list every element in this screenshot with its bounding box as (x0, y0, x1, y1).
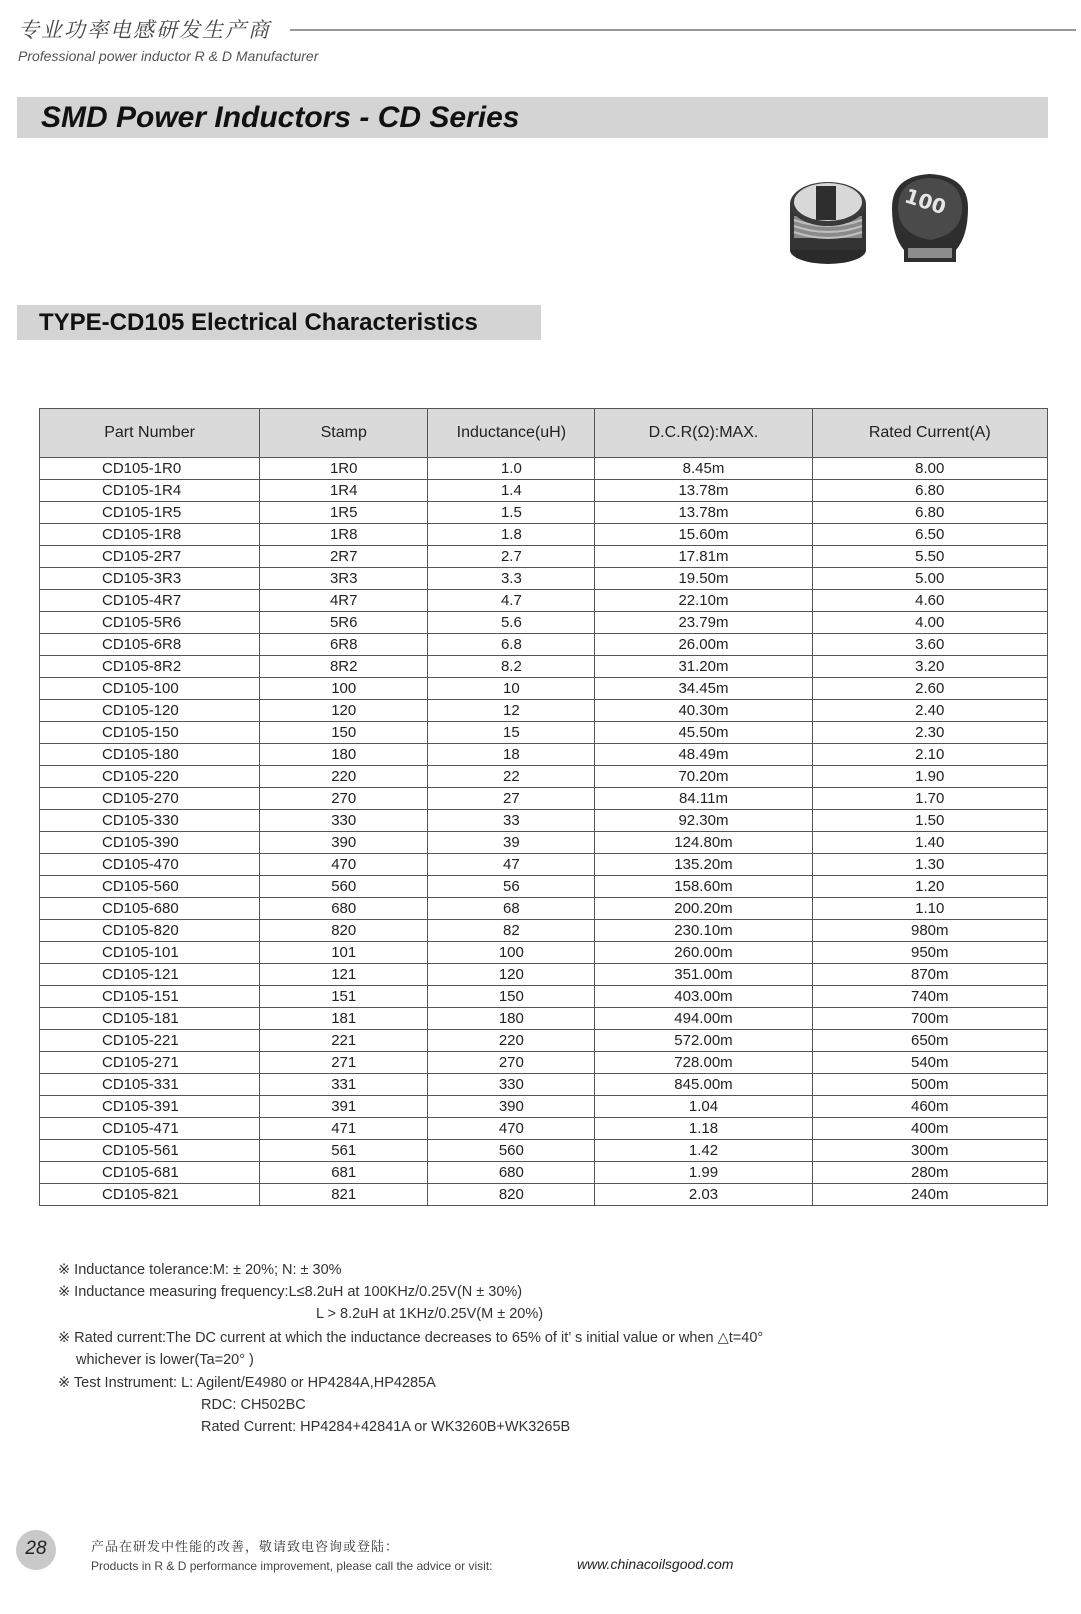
cell-inductance: 4.7 (428, 590, 595, 612)
cell-part-number: CD105-470 (40, 854, 260, 876)
footer-website-link[interactable]: www.chinacoilsgood.com (577, 1556, 734, 1572)
cell-stamp: 1R8 (260, 524, 428, 546)
cell-part-number: CD105-100 (40, 678, 260, 700)
cell-part-number: CD105-680 (40, 898, 260, 920)
cell-inductance: 56 (428, 876, 595, 898)
cell-stamp: 561 (260, 1140, 428, 1162)
cell-part-number: CD105-3R3 (40, 568, 260, 590)
cell-dcr: 230.10m (595, 920, 812, 942)
cell-stamp: 1R4 (260, 480, 428, 502)
cell-part-number: CD105-1R0 (40, 458, 260, 480)
cell-rated-current: 300m (812, 1140, 1047, 1162)
cell-part-number: CD105-681 (40, 1162, 260, 1184)
table-row (40, 1118, 1048, 1140)
cell-inductance: 82 (428, 920, 595, 942)
cell-inductance: 2.7 (428, 546, 595, 568)
table-row (40, 1184, 1048, 1206)
header-en-subtitle: Professional power inductor R & D Manufacturer (18, 48, 319, 64)
cell-rated-current: 2.30 (812, 722, 1047, 744)
cell-stamp: 3R3 (260, 568, 428, 590)
cell-rated-current: 240m (812, 1184, 1047, 1206)
cell-stamp: 120 (260, 700, 428, 722)
cell-inductance: 18 (428, 744, 595, 766)
cell-rated-current: 6.80 (812, 480, 1047, 502)
cell-rated-current: 980m (812, 920, 1047, 942)
cell-dcr: 17.81m (595, 546, 812, 568)
cell-rated-current: 1.20 (812, 876, 1047, 898)
cell-dcr: 1.18 (595, 1118, 812, 1140)
stamp-label: 100 (901, 183, 949, 220)
cell-stamp: 121 (260, 964, 428, 986)
cell-rated-current: 950m (812, 942, 1047, 964)
cell-dcr: 13.78m (595, 502, 812, 524)
table-row (40, 612, 1048, 634)
cell-inductance: 33 (428, 810, 595, 832)
table-row (40, 810, 1048, 832)
table-row (40, 590, 1048, 612)
cell-rated-current: 8.00 (812, 458, 1047, 480)
cell-stamp: 181 (260, 1008, 428, 1030)
cell-stamp: 151 (260, 986, 428, 1008)
cell-part-number: CD105-4R7 (40, 590, 260, 612)
col-part-number: Part Number (40, 409, 260, 458)
cell-inductance: 15 (428, 722, 595, 744)
cell-dcr: 351.00m (595, 964, 812, 986)
cell-rated-current: 6.50 (812, 524, 1047, 546)
table-row (40, 832, 1048, 854)
cell-stamp: 390 (260, 832, 428, 854)
cell-dcr: 260.00m (595, 942, 812, 964)
cell-part-number: CD105-1R4 (40, 480, 260, 502)
cell-stamp: 6R8 (260, 634, 428, 656)
cell-stamp: 5R6 (260, 612, 428, 634)
cell-rated-current: 5.50 (812, 546, 1047, 568)
cell-inductance: 6.8 (428, 634, 595, 656)
cell-rated-current: 500m (812, 1074, 1047, 1096)
cell-part-number: CD105-5R6 (40, 612, 260, 634)
type-title: TYPE-CD105 Electrical Characteristics (39, 309, 478, 336)
cell-rated-current: 280m (812, 1162, 1047, 1184)
cell-stamp: 680 (260, 898, 428, 920)
cell-dcr: 1.42 (595, 1140, 812, 1162)
footer-cn-text: 产品在研发中性能的改善，敬请致电咨询或登陆： (91, 1540, 400, 1555)
table-row (40, 1052, 1048, 1074)
page-number: 28 (25, 1538, 47, 1559)
cell-stamp: 220 (260, 766, 428, 788)
cell-inductance: 47 (428, 854, 595, 876)
series-title: SMD Power Inductors - CD Series (41, 101, 520, 134)
cell-dcr: 845.00m (595, 1074, 812, 1096)
col-inductance: Inductance(uH) (428, 409, 595, 458)
cell-dcr: 403.00m (595, 986, 812, 1008)
table-row (40, 744, 1048, 766)
cell-part-number: CD105-150 (40, 722, 260, 744)
cell-inductance: 560 (428, 1140, 595, 1162)
cell-part-number: CD105-270 (40, 788, 260, 810)
cell-rated-current: 3.20 (812, 656, 1047, 678)
cell-stamp: 271 (260, 1052, 428, 1074)
cell-dcr: 1.99 (595, 1162, 812, 1184)
cell-stamp: 391 (260, 1096, 428, 1118)
cell-inductance: 330 (428, 1074, 595, 1096)
cell-rated-current: 870m (812, 964, 1047, 986)
header-rule (290, 29, 1076, 31)
cell-dcr: 84.11m (595, 788, 812, 810)
cell-rated-current: 1.40 (812, 832, 1047, 854)
cell-part-number: CD105-271 (40, 1052, 260, 1074)
table-row (40, 458, 1048, 480)
cell-stamp: 2R7 (260, 546, 428, 568)
cell-part-number: CD105-221 (40, 1030, 260, 1052)
cell-part-number: CD105-151 (40, 986, 260, 1008)
col-rated-current: Rated Current(A) (812, 409, 1047, 458)
cell-rated-current: 1.70 (812, 788, 1047, 810)
inductor-illustration (780, 158, 990, 280)
table-row (40, 766, 1048, 788)
cell-stamp: 8R2 (260, 656, 428, 678)
cell-stamp: 330 (260, 810, 428, 832)
cell-inductance: 10 (428, 678, 595, 700)
cell-stamp: 1R5 (260, 502, 428, 524)
cell-dcr: 23.79m (595, 612, 812, 634)
cell-inductance: 1.0 (428, 458, 595, 480)
note-instrument-2: RDC: CH502BC (201, 1397, 306, 1413)
cell-dcr: 200.20m (595, 898, 812, 920)
cell-inductance: 390 (428, 1096, 595, 1118)
cell-part-number: CD105-121 (40, 964, 260, 986)
cell-part-number: CD105-561 (40, 1140, 260, 1162)
cell-stamp: 221 (260, 1030, 428, 1052)
table-row (40, 524, 1048, 546)
cell-rated-current: 1.10 (812, 898, 1047, 920)
cell-rated-current: 4.00 (812, 612, 1047, 634)
product-photo (780, 158, 990, 280)
cell-dcr: 92.30m (595, 810, 812, 832)
note-frequency-1: ※ Inductance measuring frequency:L≤8.2uH at 100KHz/0.25V(N ± 30%) (58, 1284, 523, 1300)
cell-stamp: 820 (260, 920, 428, 942)
cell-inductance: 150 (428, 986, 595, 1008)
cell-inductance: 1.8 (428, 524, 595, 546)
cell-inductance: 220 (428, 1030, 595, 1052)
table-row (40, 1140, 1048, 1162)
table-row (40, 788, 1048, 810)
cell-stamp: 681 (260, 1162, 428, 1184)
cell-stamp: 560 (260, 876, 428, 898)
cell-inductance: 820 (428, 1184, 595, 1206)
cell-part-number: CD105-120 (40, 700, 260, 722)
table-row (40, 964, 1048, 986)
cell-rated-current: 1.50 (812, 810, 1047, 832)
cell-dcr: 70.20m (595, 766, 812, 788)
cell-part-number: CD105-1R8 (40, 524, 260, 546)
cell-inductance: 68 (428, 898, 595, 920)
cell-stamp: 1R0 (260, 458, 428, 480)
cell-stamp: 470 (260, 854, 428, 876)
cell-stamp: 150 (260, 722, 428, 744)
cell-part-number: CD105-560 (40, 876, 260, 898)
cell-inductance: 680 (428, 1162, 595, 1184)
cell-dcr: 135.20m (595, 854, 812, 876)
note-rated-current-1: ※ Rated current:The DC current at which the inductance decreases to 65% of it’ s initial value or when △t=40° (58, 1330, 764, 1346)
cell-rated-current: 2.40 (812, 700, 1047, 722)
cell-part-number: CD105-471 (40, 1118, 260, 1140)
cell-rated-current: 700m (812, 1008, 1047, 1030)
cell-inductance: 12 (428, 700, 595, 722)
cell-rated-current: 540m (812, 1052, 1047, 1074)
note-rated-current-2: whichever is lower(Ta=20° ) (76, 1352, 254, 1368)
page-number-badge (16, 1530, 56, 1570)
cell-rated-current: 1.30 (812, 854, 1047, 876)
cell-inductance: 22 (428, 766, 595, 788)
table-row (40, 986, 1048, 1008)
cell-rated-current: 5.00 (812, 568, 1047, 590)
page-header (18, 14, 1078, 74)
cell-rated-current: 4.60 (812, 590, 1047, 612)
series-banner (17, 97, 1048, 138)
cell-part-number: CD105-180 (40, 744, 260, 766)
cell-rated-current: 1.90 (812, 766, 1047, 788)
footer-en-text: Products in R & D performance improvement, please call the advice or visit: (91, 1559, 493, 1573)
cell-dcr: 13.78m (595, 480, 812, 502)
cell-rated-current: 650m (812, 1030, 1047, 1052)
cell-inductance: 3.3 (428, 568, 595, 590)
cell-stamp: 471 (260, 1118, 428, 1140)
cell-dcr: 494.00m (595, 1008, 812, 1030)
cell-rated-current: 2.60 (812, 678, 1047, 700)
table-row (40, 1074, 1048, 1096)
table-row (40, 1008, 1048, 1030)
table-row (40, 1162, 1048, 1184)
cell-dcr: 1.04 (595, 1096, 812, 1118)
table-row (40, 634, 1048, 656)
cell-part-number: CD105-101 (40, 942, 260, 964)
cell-inductance: 1.4 (428, 480, 595, 502)
cell-part-number: CD105-181 (40, 1008, 260, 1030)
cell-rated-current: 400m (812, 1118, 1047, 1140)
cell-rated-current: 740m (812, 986, 1047, 1008)
cell-part-number: CD105-820 (40, 920, 260, 942)
cell-inductance: 270 (428, 1052, 595, 1074)
table-row (40, 656, 1048, 678)
cell-part-number: CD105-821 (40, 1184, 260, 1206)
col-stamp: Stamp (260, 409, 428, 458)
table-row (40, 1030, 1048, 1052)
table-row (40, 678, 1048, 700)
table-row (40, 502, 1048, 524)
table-row (40, 920, 1048, 942)
cell-dcr: 19.50m (595, 568, 812, 590)
cell-part-number: CD105-2R7 (40, 546, 260, 568)
cell-part-number: CD105-220 (40, 766, 260, 788)
cell-dcr: 572.00m (595, 1030, 812, 1052)
cell-part-number: CD105-330 (40, 810, 260, 832)
cell-dcr: 34.45m (595, 678, 812, 700)
cell-dcr: 728.00m (595, 1052, 812, 1074)
type-banner (17, 305, 541, 340)
cell-dcr: 15.60m (595, 524, 812, 546)
cell-dcr: 124.80m (595, 832, 812, 854)
cell-inductance: 39 (428, 832, 595, 854)
table-row (40, 876, 1048, 898)
col-dcr: D.C.R(Ω):MAX. (595, 409, 812, 458)
cell-rated-current: 3.60 (812, 634, 1047, 656)
cell-stamp: 270 (260, 788, 428, 810)
cell-inductance: 470 (428, 1118, 595, 1140)
cell-part-number: CD105-390 (40, 832, 260, 854)
cell-rated-current: 6.80 (812, 502, 1047, 524)
cell-dcr: 2.03 (595, 1184, 812, 1206)
cell-dcr: 48.49m (595, 744, 812, 766)
cell-dcr: 8.45m (595, 458, 812, 480)
note-instrument-3: Rated Current: HP4284+42841A or WK3260B+WK3265B (201, 1419, 571, 1435)
cell-inductance: 1.5 (428, 502, 595, 524)
electrical-characteristics-table (39, 408, 1048, 1206)
cell-part-number: CD105-391 (40, 1096, 260, 1118)
note-instrument-1: ※ Test Instrument: L: Agilent/E4980 or HP4284A,HP4285A (58, 1375, 436, 1391)
cell-inductance: 8.2 (428, 656, 595, 678)
table-row (40, 898, 1048, 920)
cell-rated-current: 460m (812, 1096, 1047, 1118)
table-body (40, 458, 1048, 1206)
cell-inductance: 180 (428, 1008, 595, 1030)
table-row (40, 568, 1048, 590)
cell-dcr: 40.30m (595, 700, 812, 722)
cell-part-number: CD105-1R5 (40, 502, 260, 524)
table-row (40, 700, 1048, 722)
cell-dcr: 22.10m (595, 590, 812, 612)
cell-inductance: 120 (428, 964, 595, 986)
cell-stamp: 4R7 (260, 590, 428, 612)
cell-inductance: 5.6 (428, 612, 595, 634)
table-row (40, 854, 1048, 876)
cell-dcr: 45.50m (595, 722, 812, 744)
cell-dcr: 158.60m (595, 876, 812, 898)
cell-part-number: CD105-331 (40, 1074, 260, 1096)
note-tolerance: ※ Inductance tolerance:M: ± 20%; N: ± 30% (58, 1262, 342, 1278)
table-row (40, 722, 1048, 744)
table-header-row (40, 409, 1048, 458)
note-frequency-2: L > 8.2uH at 1KHz/0.25V(M ± 20%) (316, 1306, 544, 1322)
cell-part-number: CD105-6R8 (40, 634, 260, 656)
cell-stamp: 821 (260, 1184, 428, 1206)
cell-rated-current: 2.10 (812, 744, 1047, 766)
cell-stamp: 180 (260, 744, 428, 766)
cell-dcr: 31.20m (595, 656, 812, 678)
header-cn-title: 专业功率电感研发生产商 (18, 18, 271, 42)
table-row (40, 1096, 1048, 1118)
table-row (40, 480, 1048, 502)
table-row (40, 546, 1048, 568)
cell-inductance: 27 (428, 788, 595, 810)
cell-part-number: CD105-8R2 (40, 656, 260, 678)
cell-dcr: 26.00m (595, 634, 812, 656)
cell-stamp: 100 (260, 678, 428, 700)
cell-stamp: 101 (260, 942, 428, 964)
table-row (40, 942, 1048, 964)
cell-stamp: 331 (260, 1074, 428, 1096)
cell-inductance: 100 (428, 942, 595, 964)
